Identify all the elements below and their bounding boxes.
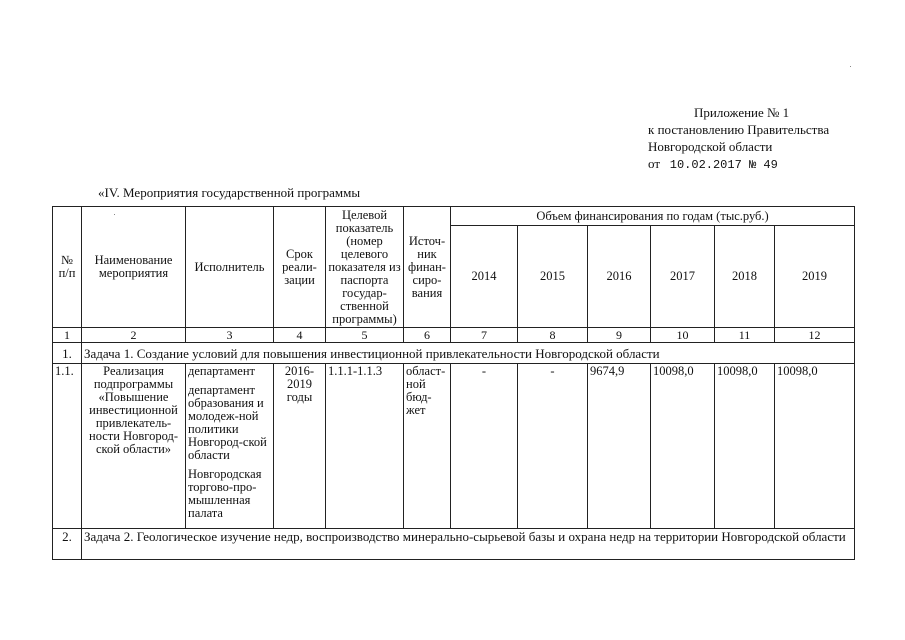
task-row-1 [53,343,855,364]
column-number: 2 [82,328,186,343]
appendix-resolution: к постановлению Правительства [648,122,830,137]
header-num: № п/п [53,207,82,328]
value-2014: - [451,364,518,529]
header-term: Срок реали-зации [274,207,326,328]
header-year: 2018 [715,226,775,328]
executor-item: департамент [188,364,256,378]
executor-item: Новгородская торгово-про-мышленная палата [188,467,262,520]
header-source: Источ-ник финан-сиро-вания [404,207,451,328]
value-2018: 10098,0 [715,364,775,529]
task-row-2 [53,529,855,560]
header-year: 2014 [451,226,518,328]
measures-table [52,206,855,560]
term-cell: 2016-2019 годы [274,364,326,529]
appendix-date-value: 10.02.2017 № 49 [669,158,778,172]
source-cell: област-ной бюд-жет [404,364,451,529]
value-2015: - [518,364,588,529]
value-2019: 10098,0 [775,364,855,529]
appendix-date-line [648,155,829,174]
column-number: 6 [404,328,451,343]
column-number: 12 [775,328,855,343]
header-indicator: Целевой показатель (номер целевого показателя из паспорта государ-ственной программы) [326,207,404,328]
column-numbers-row [53,328,855,343]
column-number: 9 [588,328,651,343]
value-2017: 10098,0 [651,364,715,529]
column-number: 1 [53,328,82,343]
header-year: 2019 [775,226,855,328]
indicator-cell: 1.1.1-1.1.3 [326,364,404,529]
task-num: 2. [53,529,82,560]
executor-cell [186,364,274,529]
executor-item: департамент образования и молодеж-ной политики Новгород-ской области [188,383,267,462]
header-year: 2017 [651,226,715,328]
task-text: Задача 2. Геологическое изучение недр, воспроизводство минерально-сырьевой базы и охрана недр на территории Новгородской области [82,529,855,560]
value-2016: 9674,9 [588,364,651,529]
row-num: 1.1. [53,364,82,529]
column-number: 4 [274,328,326,343]
task-num: 1. [53,343,82,364]
column-number: 5 [326,328,404,343]
header-funding: Объем финансирования по годам (тыс.руб.) [451,207,855,226]
header-executor: Исполнитель [186,207,274,328]
column-number: 8 [518,328,588,343]
column-number: 3 [186,328,274,343]
appendix-title: Приложение № 1 [694,105,790,120]
task-text: Задача 1. Создание условий для повышения инвестиционной привлекательности Новгородской области [82,343,855,364]
appendix-block [648,104,829,174]
measure-name: Реализация подпрограммы «Повышение инвестиционной привлекатель-ности Новгород-ской области» [82,364,186,529]
header-year: 2016 [588,226,651,328]
column-number: 11 [715,328,775,343]
section-title: «IV. Мероприятия государственной программы [98,185,361,200]
column-number: 7 [451,328,518,343]
scan-speck [850,66,851,67]
header-row-1 [53,207,855,226]
appendix-region: Новгородской области [648,139,773,154]
header-year: 2015 [518,226,588,328]
appendix-date-prefix: от [648,156,661,171]
column-number: 10 [651,328,715,343]
measure-row-1-1 [53,364,855,529]
header-name: Наименование мероприятия [82,207,186,328]
